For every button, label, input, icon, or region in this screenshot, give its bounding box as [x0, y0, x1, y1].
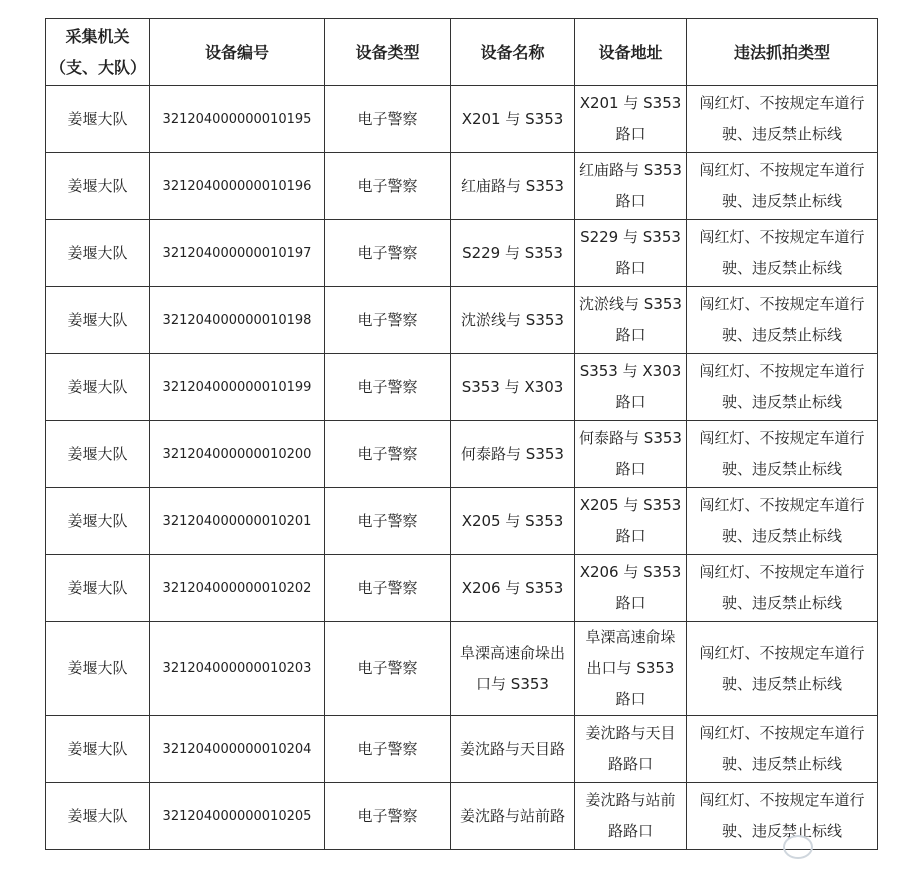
- org-cell: 姜堰大队: [46, 555, 150, 622]
- device-name-cell: S353 与 X303: [451, 354, 575, 421]
- device-address-cell: 阜溧高速俞垛出口与 S353 路口: [575, 622, 687, 716]
- header-address: 设备地址: [575, 19, 687, 86]
- device-type-cell: 电子警察: [325, 488, 451, 555]
- device-name-cell: 姜沈路与站前路: [451, 783, 575, 850]
- violation-type-cell: 闯红灯、不按规定车道行驶、违反禁止标线: [687, 86, 878, 153]
- device-name-cell: 姜沈路与天目路: [451, 716, 575, 783]
- device-name-cell: X205 与 S353: [451, 488, 575, 555]
- table-row: [46, 153, 878, 220]
- table-row: [46, 220, 878, 287]
- device-type-cell: 电子警察: [325, 555, 451, 622]
- org-cell: 姜堰大队: [46, 622, 150, 716]
- device-type-cell: 电子警察: [325, 86, 451, 153]
- watermark: [783, 835, 922, 865]
- device-address-cell: S353 与 X303 路口: [575, 354, 687, 421]
- table-row: [46, 287, 878, 354]
- violation-type-cell: 闯红灯、不按规定车道行驶、违反禁止标线: [687, 488, 878, 555]
- header-name: 设备名称: [451, 19, 575, 86]
- device-type-cell: 电子警察: [325, 622, 451, 716]
- device-type-cell: 电子警察: [325, 220, 451, 287]
- header-violation: 违法抓拍类型: [687, 19, 878, 86]
- device-id-cell: 321204000000010200: [150, 421, 325, 488]
- header-org: 采集机关（支、大队）: [46, 19, 150, 86]
- table-row: [46, 488, 878, 555]
- table-row: [46, 622, 878, 716]
- device-id-cell: 321204000000010204: [150, 716, 325, 783]
- device-name-cell: 沈淤线与 S353: [451, 287, 575, 354]
- device-type-cell: 电子警察: [325, 716, 451, 783]
- device-table: [45, 18, 878, 850]
- violation-type-cell: 闯红灯、不按规定车道行驶、违反禁止标线: [687, 783, 878, 850]
- device-id-cell: 321204000000010197: [150, 220, 325, 287]
- device-name-cell: X201 与 S353: [451, 86, 575, 153]
- device-address-cell: X201 与 S353 路口: [575, 86, 687, 153]
- violation-type-cell: 闯红灯、不按规定车道行驶、违反禁止标线: [687, 622, 878, 716]
- org-cell: 姜堰大队: [46, 287, 150, 354]
- device-address-cell: X205 与 S353 路口: [575, 488, 687, 555]
- device-id-cell: 321204000000010201: [150, 488, 325, 555]
- device-name-cell: S229 与 S353: [451, 220, 575, 287]
- violation-type-cell: 闯红灯、不按规定车道行驶、违反禁止标线: [687, 287, 878, 354]
- table-row: [46, 421, 878, 488]
- table-row: [46, 716, 878, 783]
- device-name-cell: 何泰路与 S353: [451, 421, 575, 488]
- device-address-cell: 红庙路与 S353 路口: [575, 153, 687, 220]
- device-id-cell: 321204000000010198: [150, 287, 325, 354]
- device-name-cell: 红庙路与 S353: [451, 153, 575, 220]
- org-cell: 姜堰大队: [46, 354, 150, 421]
- device-id-cell: 321204000000010203: [150, 622, 325, 716]
- violation-type-cell: 闯红灯、不按规定车道行驶、违反禁止标线: [687, 354, 878, 421]
- violation-type-cell: 闯红灯、不按规定车道行驶、违反禁止标线: [687, 220, 878, 287]
- org-cell: 姜堰大队: [46, 421, 150, 488]
- device-address-cell: 姜沈路与站前路路口: [575, 783, 687, 850]
- table-row: [46, 783, 878, 850]
- device-type-cell: 电子警察: [325, 783, 451, 850]
- org-cell: 姜堰大队: [46, 488, 150, 555]
- device-id-cell: 321204000000010199: [150, 354, 325, 421]
- device-type-cell: 电子警察: [325, 153, 451, 220]
- device-address-cell: 沈淤线与 S353 路口: [575, 287, 687, 354]
- org-cell: 姜堰大队: [46, 153, 150, 220]
- device-id-cell: 321204000000010196: [150, 153, 325, 220]
- device-type-cell: 电子警察: [325, 421, 451, 488]
- device-type-cell: 电子警察: [325, 354, 451, 421]
- header-id: 设备编号: [150, 19, 325, 86]
- violation-type-cell: 闯红灯、不按规定车道行驶、违反禁止标线: [687, 716, 878, 783]
- watermark-logo-icon: [783, 835, 813, 859]
- violation-type-cell: 闯红灯、不按规定车道行驶、违反禁止标线: [687, 555, 878, 622]
- device-address-cell: 何泰路与 S353 路口: [575, 421, 687, 488]
- device-address-cell: 姜沈路与天目路路口: [575, 716, 687, 783]
- org-cell: 姜堰大队: [46, 783, 150, 850]
- device-name-cell: X206 与 S353: [451, 555, 575, 622]
- device-address-cell: X206 与 S353 路口: [575, 555, 687, 622]
- device-address-cell: S229 与 S353 路口: [575, 220, 687, 287]
- table-row: [46, 354, 878, 421]
- device-id-cell: 321204000000010205: [150, 783, 325, 850]
- table-header-row: [46, 19, 878, 86]
- org-cell: 姜堰大队: [46, 86, 150, 153]
- table-row: [46, 555, 878, 622]
- violation-type-cell: 闯红灯、不按规定车道行驶、违反禁止标线: [687, 153, 878, 220]
- device-id-cell: 321204000000010202: [150, 555, 325, 622]
- org-cell: 姜堰大队: [46, 716, 150, 783]
- device-name-cell: 阜溧高速俞垛出口与 S353: [451, 622, 575, 716]
- header-type: 设备类型: [325, 19, 451, 86]
- org-cell: 姜堰大队: [46, 220, 150, 287]
- violation-type-cell: 闯红灯、不按规定车道行驶、违反禁止标线: [687, 421, 878, 488]
- table-row: [46, 86, 878, 153]
- device-id-cell: 321204000000010195: [150, 86, 325, 153]
- device-type-cell: 电子警察: [325, 287, 451, 354]
